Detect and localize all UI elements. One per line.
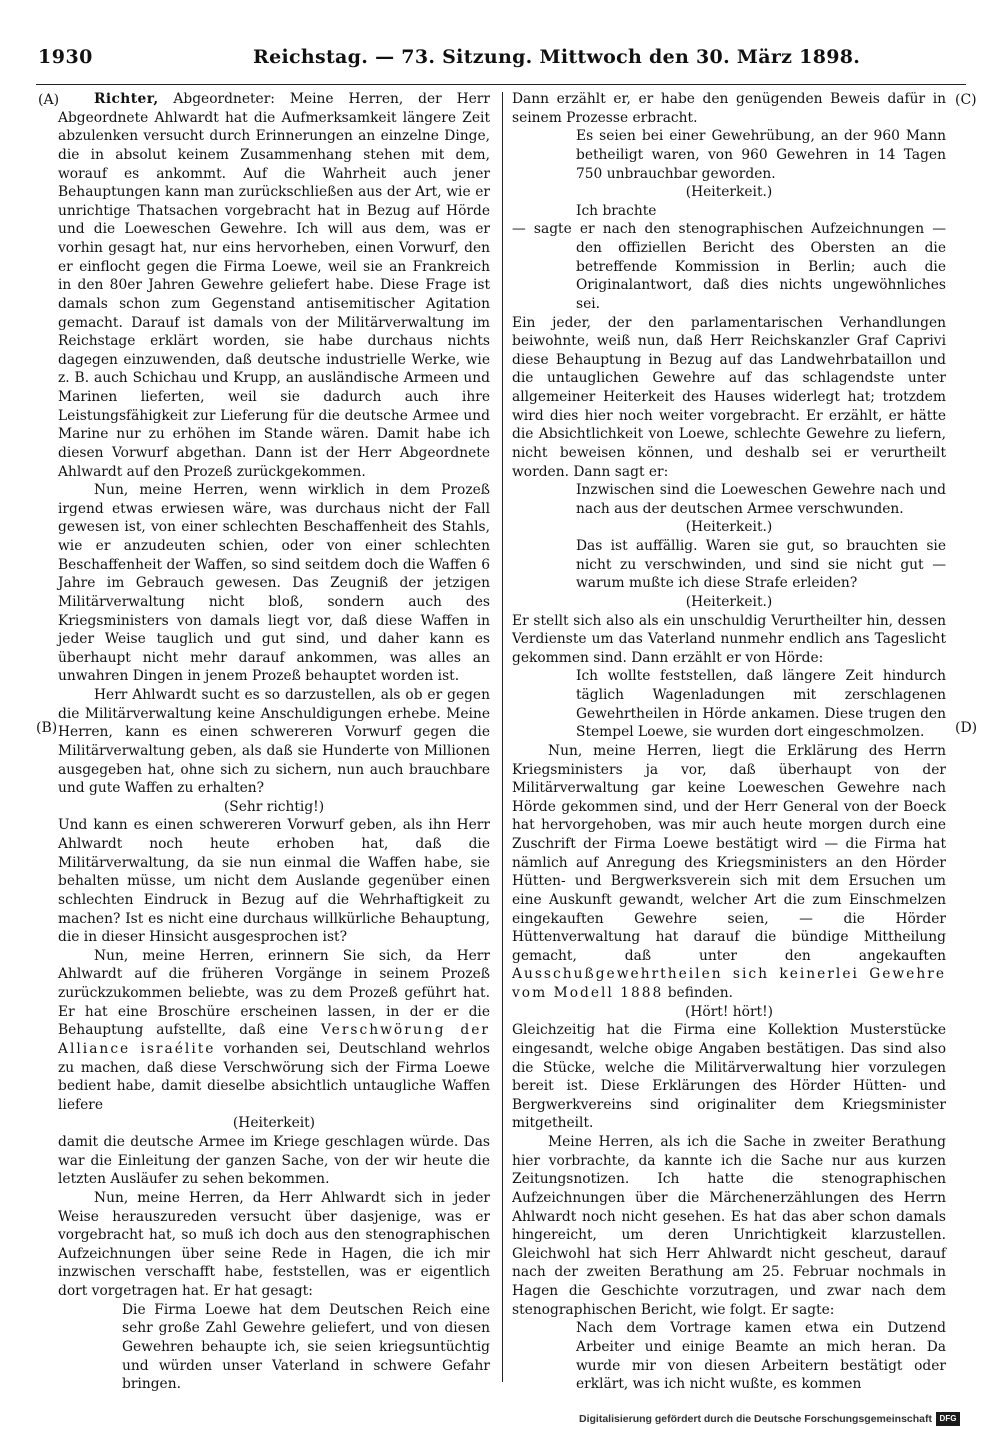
right-column xyxy=(512,90,946,1394)
paragraph: Er stellt sich also als ein unschuldig Verurtheilter hin, dessen Verdienste um das Vaterland nunmehr endlich ans Tageslicht gekommen sind. Dann erzählt er von Hörde: xyxy=(512,612,946,666)
quotation: Die Firma Loewe hat dem Deutschen Reich eine sehr große Zahl Gewehre geliefert, und von diesen Gewehren behaupte ich, sie seien kriegsuntüchtig und würden unser Vaterland in schwere Gefahr bringen. xyxy=(122,1301,490,1393)
paragraph: Nun, meine Herren, wenn wirklich in dem Prozeß irgend etwas erwiesen wäre, was durchaus nicht der Fall gewesen ist, von einer schlechten Beschaffenheit des Stahls, wie er anzudeuten schien, oder von einer schlechten Beschaffenheit der Waffen, so sind seitdem doch die Waffen 6 Jahre im Gebrauch gewesen. Das Zeugniß der jetzigen Militärverwaltung nicht bloß, sondern auch des Kriegsministers von damals liegt vor, daß diese Waffen in jeder Weise tauglich und gut sind, und daher kann es überhaupt nicht mehr darauf ankommen, was alles an unwahren Dingen in jenem Prozeß behauptet worden ist. xyxy=(58,482,490,685)
paragraph-text: Nun, meine Herren, erinnern Sie sich, da Herr Ahlwardt auf die früheren Vorgänge in seinem Prozeß zurückzukommen beliebte, was zu dem Prozeß geführt hat. Er hat eine Broschüre erscheinen lassen, in der er die Behauptung aufstellte, daß eine xyxy=(58,947,490,1039)
interjection: (Heiterkeit.) xyxy=(685,184,773,201)
page-header xyxy=(38,44,966,74)
running-head: Reichstag. — 73. Sitzung. Mittwoch den 30. März 1898. xyxy=(253,46,861,68)
paragraph: Ein jeder, der den parlamentarischen Verhandlungen beiwohnte, weiß nun, daß Herr Reichskanzler Graf Caprivi diese Behauptung in Bezug auf das Landwehrbataillon und die untauglichen Gewehre auf das schlagendste unter allgemeiner Heiterkeit des Hauses widerlegt hat; trotzdem wird dies hier noch weiter vorgebracht. Er erzählt, er hätte die Absichtlichkeit von Loewe, schlechte Gewehre zu liefern, nicht beweisen können, und deshalb sei er verurtheilt worden. Dann sagt er: xyxy=(512,314,946,480)
paragraph-text: vorhanden sei, Deutschland wehrlos zu machen, daß diese Verschwörung sich der Firma Loewe bedient habe, damit dieselbe absichtlich untaugliche Waffen liefere xyxy=(58,1040,491,1113)
paragraph: Gleichzeitig hat die Firma eine Kollektion Musterstücke eingesandt, welche obige Angaben bestätigen. Das sind also die Stücke, welche die Militärverwaltung hier vorzulegen bereit ist. Diese Erklärungen des Hörder Hütten- und Bergwerkvereins sind originaliter dem Kriegsminister mitgetheilt. xyxy=(512,1022,946,1132)
paragraph: damit die deutsche Armee im Kriege geschlagen würde. Das war die Einleitung der ganzen Sache, von der wir heute die letzten Ausläufer zu sehen bekommen. xyxy=(58,1134,490,1188)
quotation: Es seien bei einer Gewehrübung, an der 960 Mann betheiligt waren, von 960 Gewehren in 14 Tagen 750 unbrauchbar geworden. xyxy=(576,128,946,182)
margin-marker-d: (D) xyxy=(955,720,978,736)
left-column xyxy=(58,90,490,1394)
digitization-credit xyxy=(579,1412,960,1426)
paragraph xyxy=(512,742,946,1003)
margin-marker-c: (C) xyxy=(955,92,977,108)
page-number: 1930 xyxy=(38,46,93,68)
dfg-logo: DFG xyxy=(936,1412,960,1426)
quotation: Inzwischen sind die Loeweschen Gewehre nach und nach aus der deutschen Armee verschwunden. xyxy=(576,482,946,517)
credit-text: Digitalisierung gefördert durch die Deutsche Forschungsgemeinschaft xyxy=(579,1413,932,1425)
paragraph: Dann erzählt er, er habe den genügenden Beweis dafür in seinem Prozesse erbracht. xyxy=(512,91,946,126)
spaced-emphasis: Ausschußgewehrtheilen sich keinerlei Gewehre vom Modell 1888 xyxy=(512,966,946,1001)
header-rule xyxy=(36,84,966,85)
paragraph-text: befinden. xyxy=(663,985,734,1001)
interjection: (Heiterkeit.) xyxy=(685,593,773,610)
margin-marker-b: (B) xyxy=(36,720,58,736)
spaced-emphasis: Verschwörung der Alliance israélite xyxy=(58,1022,490,1057)
paragraph: Nun, meine Herren, da Herr Ahlwardt sich in jeder Weise herauszureden versucht über dasjenige, was er vorgebracht hat, so muß ich doch aus den stenographischen Aufzeichnungen über seine Rede in Hagen, die ich mir inzwischen verschafft habe, feststellen, was er eigentlich dort vorgetragen hat. Er hat gesagt: xyxy=(58,1189,490,1299)
quotation: Nach dem Vortrage kamen etwa ein Dutzend Arbeiter und einige Beamte an mich heran. Da wurde mir von diesen Arbeitern bestätigt oder erklärt, was ich nicht wußte, es kommen xyxy=(576,1320,946,1393)
quotation: Das ist auffällig. Waren sie gut, so brauchten sie nicht zu verschwinden, und sind sie nicht gut — warum mußte ich diese Strafe erleiden? xyxy=(576,538,946,592)
paragraph xyxy=(58,947,490,1115)
paragraph: Herr Ahlwardt sucht es so darzustellen, als ob er gegen die Militärverwaltung keine Anschuldigungen erhebe. Meine Herren, kann es einen schwereren Vorwurf gegen die Militärverwaltung geben, als daß sie Hunderte von Millionen ausgegeben hat, ohne sich zu sichern, nun auch brauchbare und gute Waffen zu erhalten? xyxy=(58,687,490,797)
quotation: — sagte er nach den stenographischen Aufzeichnungen — den offiziellen Bericht des Obersten an die betreffende Kommission in Berlin; auch die Originalantwort, daß dies nichts ungewöhnliches sei. xyxy=(512,221,946,312)
interjection: (Heiterkeit) xyxy=(232,1115,316,1132)
paragraph xyxy=(58,90,490,481)
interjection: (Sehr richtig!) xyxy=(223,798,325,815)
column-divider xyxy=(502,92,503,1382)
interjection: (Hört! hört!) xyxy=(684,1003,774,1020)
paragraph: Meine Herren, als ich die Sache in zweiter Berathung hier vorbrachte, da kannte ich die Sache nur aus kurzen Zeitungsnotizen. Ich hatte die stenographischen Aufzeichnungen über die Märchenerzählungen des Herrn Ahlwardt noch nicht gesehen. Es hat das aber schon damals hingereicht, um deren Unrichtigkeit klarzustellen. Gleichwohl hat sich Herr Ahlwardt nicht gescheut, darauf nach der zweiten Berathung am 25. Februar nochmals in Hagen die Geschichte vorzutragen, und zwar nach dem stenographischen Bericht, wie folgt. Er sagte: xyxy=(512,1134,946,1318)
quotation: Ich brachte xyxy=(576,202,657,219)
paragraph: Und kann es einen schwereren Vorwurf geben, als ihn Herr Ahlwardt noch heute erhoben hat, daß die Militärverwaltung, da sie nun einmal die Waffen habe, sie behalten müsse, um nicht dem Auslande gegenüber einen schlechten Eindruck in Bezug auf die Wehrhaftigkeit zu machen? Ist es nicht eine durchaus willkürliche Behauptung, die in dieser Hinsicht ausgesprochen ist? xyxy=(58,817,490,946)
margin-marker-a: (A) xyxy=(38,92,60,108)
speaker-name: Richter, xyxy=(94,91,159,107)
paragraph-text: Nun, meine Herren, liegt die Erklärung des Herrn Kriegsministers ja vor, daß überhaupt von der Militärverwaltung gar keine Loeweschen Gewehre nach Hörde gekommen sind, und der Herr General von der Boeck hat hervorgehoben, was mir auch heute morgen durch eine Zuschrift der Firma Loewe bestätigt wird — die Firma hat nämlich auf Anregung des Kriegsministers an den Hörder Hütten- und Bergwerksverein sich mit dem Ersuchen um eine Auskunft gewandt, welcher Art die zum Einschmelzen eingekauften Gewehre seien, — die Hörder Hüttenverwaltung hat darauf die bündige Mittheilung gemacht, daß unter den angekauften xyxy=(512,742,946,964)
paragraph-text: Abgeordneter: Meine Herren, der Herr Abgeordnete Ahlwardt hat die Aufmerksamkeit längere Zeit abzulenken versucht durch Erinnerungen an einzelne Dinge, die in absolut keinem Zusammenhang stehen mit dem, worauf es ankommt. Auf die Wahrheit auch jener Behauptungen kann man zurückschließen aus der Art, wie er unrichtige Thatsachen vorgebracht hat in Bezug auf Hörde und die Loeweschen Gewehre. Ich will aus dem, was er vorhin gesagt hat, nur eins hervorheben, einen Vorwurf, den er einflocht gegen die Firma Loewe, weil sie an Frankreich in den 80er Jahren Gewehre geliefert habe. Diese Frage ist damals schon zum Gegenstand antisemitischer Agitation gemacht. Darauf ist damals von der Militärverwaltung im Reichstage erklärt worden, sie habe durchaus nichts dagegen einzuwenden, daß deutsche industrielle Werke, wie z. B. auch Schichau und Krupp, an ausländische Armeen und Marinen lieferten, weil sie dadurch auch ihre Leistungsfähigkeit zur Lieferung für die deutsche Armee und Marine nur zu erhöhen im Stande wären. Damit habe ich diesen Vorwurf abgethan. Dann ist der Herr Abgeordnete Ahlwardt auf den Prozeß zurückgekommen. xyxy=(58,91,490,480)
quotation: Ich wollte feststellen, daß längere Zeit hindurch täglich Wagenladungen mit zerschlagenen Gewehrtheilen in Hörde ankamen. Diese trugen den Stempel Loewe, sie wurden dort eingeschmolzen. xyxy=(576,668,946,741)
interjection: (Heiterkeit.) xyxy=(685,519,773,536)
